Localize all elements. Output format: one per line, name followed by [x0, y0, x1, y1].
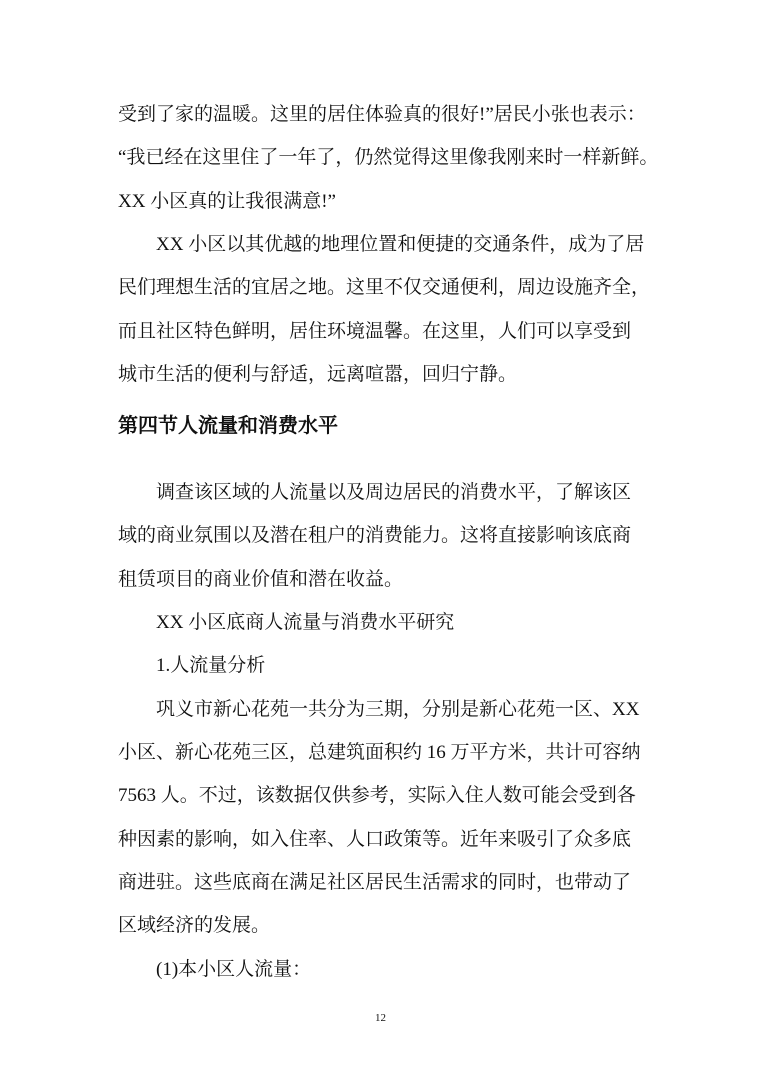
paragraph-line: 小区、新心花苑三区，总建筑面积约 16 万平方米，共计可容纳: [118, 742, 641, 763]
paragraph-line: 7563 人。不过，该数据仅供参考，实际入住人数可能会受到各: [118, 785, 636, 806]
paragraph-line: 而且社区特色鲜明，居住环境温馨。在这里，人们可以享受到: [118, 321, 632, 342]
paragraph-line: 城市生活的便利与舒适，远离喧嚣，回归宁静。: [118, 364, 518, 385]
page-number: 12: [375, 1012, 386, 1024]
subheading-line: (1)本小区人流量：: [156, 959, 312, 980]
subheading-line: XX 小区底商人流量与消费水平研究: [156, 612, 455, 633]
section-heading: 第四节人流量和消费水平: [118, 415, 338, 437]
paragraph-line: “我已经在这里住了一年了，仍然觉得这里像我刚来时一样新鲜。: [118, 147, 659, 168]
paragraph-line: 民们理想生活的宜居之地。这里不仅交通便利，周边设施齐全，: [118, 277, 651, 298]
paragraph-line: 受到了家的温暖。这里的居住体验真的很好!”居民小张也表示：: [118, 104, 646, 125]
paragraph-line: 种因素的影响，如入住率、人口政策等。近年来吸引了众多底: [118, 829, 632, 850]
paragraph-line: 调查该区域的人流量以及周边居民的消费水平，了解该区: [156, 482, 632, 503]
paragraph-line: 租赁项目的商业价值和潜在收益。: [118, 569, 404, 590]
paragraph-line: 区域经济的发展。: [118, 915, 271, 936]
paragraph-line: 巩义市新心花苑一共分为三期，分别是新心花苑一区、XX: [156, 699, 640, 720]
paragraph-line: 商进驻。这些底商在满足社区居民生活需求的同时，也带动了: [118, 872, 632, 893]
paragraph-line: XX 小区以其优越的地理位置和便捷的交通条件，成为了居: [156, 234, 645, 255]
paragraph-line: 域的商业氛围以及潜在租户的消费能力。这将直接影响该底商: [118, 525, 632, 546]
subheading-line: 1.人流量分析: [156, 655, 266, 676]
paragraph-line: XX 小区真的让我很满意!”: [118, 191, 336, 212]
